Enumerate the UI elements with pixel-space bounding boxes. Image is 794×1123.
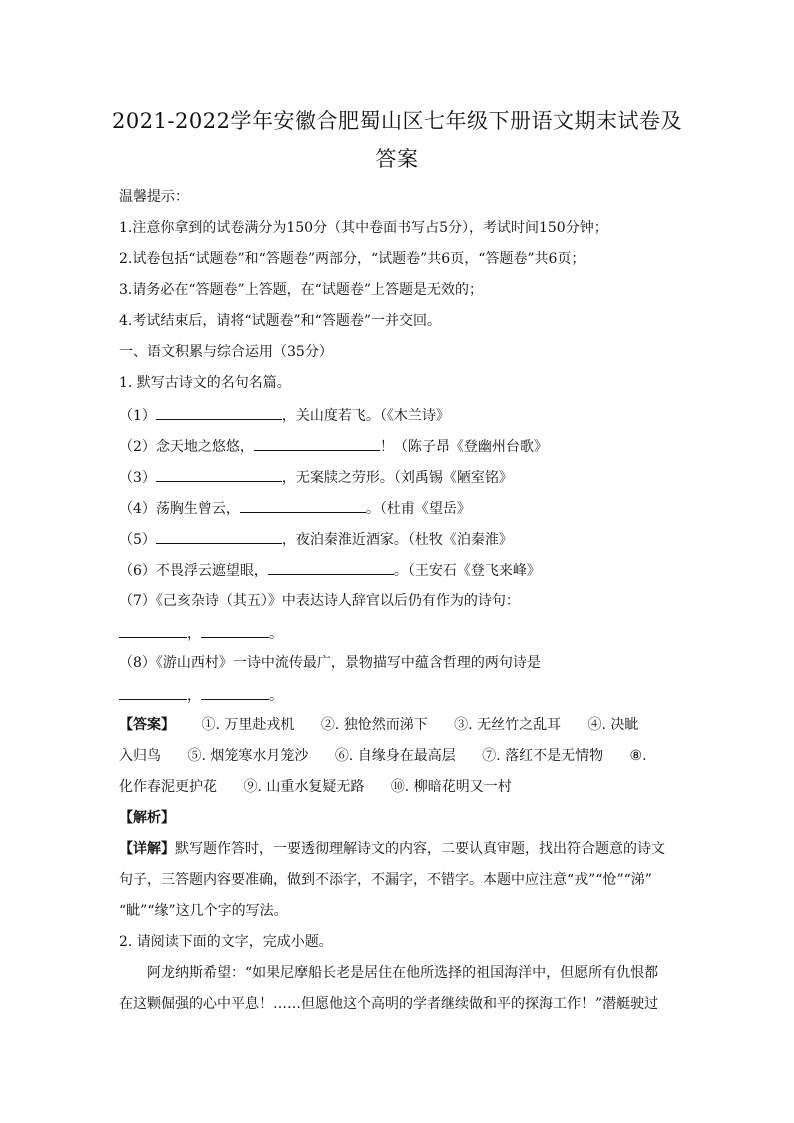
tip-3: 3.请务必在“答题卷”上答题，在“试题卷”上答题是无效的； — [119, 282, 483, 298]
tips-header: 温馨提示： — [119, 189, 189, 205]
title-line-2: 答案 — [375, 147, 419, 171]
answer-1: ①. 万里赴戎机 — [201, 717, 295, 733]
item-4-text-after: 。（杜甫《望岳》 — [365, 501, 471, 517]
answer-10: ⑩. 柳暗花明又一村 — [390, 779, 512, 795]
item-1-text: ，关山度若飞。（《木兰诗》 — [281, 408, 450, 424]
detail-line-1 — [119, 839, 665, 859]
answer-6: ⑥. 自缘身在最高层 — [334, 748, 456, 764]
answer-blank-3[interactable] — [156, 466, 282, 482]
period-7: 。 — [269, 626, 283, 642]
title-line-1: 2021-2022学年安徽合肥蜀山区七年级下册语文期末试卷及 — [112, 109, 682, 133]
section-heading: 一、语文积累与综合运用（35分） — [119, 344, 333, 360]
item-2-text-after: ！（陈子昂《登幽州台歌》 — [379, 439, 548, 455]
item-5-number: （5） — [119, 532, 156, 548]
answer-2: ②. 独怆然而涕下 — [320, 717, 428, 733]
item-4 — [119, 497, 471, 519]
comma-8: ， — [187, 688, 201, 704]
passage-line-2: 在这颗倔强的心中平息！……但愿他这个高明的学者继续做和平的探海工作！”潜艇驶过 — [119, 996, 659, 1012]
answer-4-start: ④. 决眦 — [587, 717, 639, 733]
tip-2: 2.试卷包括“试题卷”和“答题卷”两部分，“试题卷”共6页，“答题卷”共6页； — [119, 251, 586, 267]
passage-line-1: 阿龙纳斯希望：“如果尼摩船长老是居住在他所选择的祖国海洋中，但愿所有仇恨都 — [147, 965, 659, 981]
item-8-blanks — [119, 684, 283, 706]
answer-blank-8a[interactable] — [119, 684, 187, 700]
item-8: （8）《游山西村》一诗中流传最广，景物描写中蕴含哲理的两句诗是 — [119, 655, 541, 671]
item-3-text: ，无案牍之劳形。（刘禹锡《陋室铭》 — [281, 470, 513, 486]
period-8: 。 — [269, 688, 283, 704]
question-1: 1. 默写古诗文的名句名篇。 — [119, 375, 291, 391]
tip-1: 1.注意你拿到的试卷满分为150分（其中卷面书写占5分），考试时间150分钟； — [119, 220, 608, 236]
answer-8-start: ⑧. — [629, 748, 647, 764]
comma-7: ， — [187, 626, 201, 642]
item-5 — [119, 528, 513, 550]
item-6 — [119, 559, 541, 581]
item-1 — [119, 404, 450, 426]
detail-text-1: 默写题作答时，一要透彻理解诗文的内容，二要认真审题，找出符合题意的诗文 — [175, 841, 665, 857]
answer-blank-4[interactable] — [240, 497, 366, 513]
answer-line-3 — [119, 777, 512, 797]
answer-blank-8b[interactable] — [201, 684, 269, 700]
detail-label: 【详解】 — [119, 841, 175, 857]
answer-3: ③. 无丝竹之乱耳 — [454, 717, 562, 733]
answer-label: 【答案】 — [119, 717, 175, 733]
question-2: 2. 请阅读下面的文字，完成小题。 — [119, 934, 333, 950]
item-3-number: （3） — [119, 470, 156, 486]
item-3 — [119, 466, 513, 488]
answer-line-1 — [119, 715, 638, 735]
answer-blank-2[interactable] — [254, 435, 380, 451]
item-6-text-before: （6）不畏浮云遮望眼， — [119, 563, 268, 579]
item-7-blanks — [119, 622, 283, 644]
item-2 — [119, 435, 548, 457]
item-1-number: （1） — [119, 408, 156, 424]
item-5-text: ，夜泊秦淮近酒家。（杜牧《泊秦淮》 — [281, 532, 513, 548]
answer-7: ⑦. 落红不是无情物 — [482, 748, 604, 764]
answer-8-end: 化作春泥更护花 — [119, 779, 217, 795]
item-4-text-before: （4）荡胸生曾云， — [119, 501, 240, 517]
document-title — [100, 102, 694, 178]
analysis-label: 【解析】 — [119, 810, 175, 826]
answer-blank-7a[interactable] — [119, 622, 187, 638]
item-2-text-before: （2）念天地之悠悠， — [119, 439, 254, 455]
detail-line-3: “眦”“缘”这几个字的写法。 — [119, 903, 288, 919]
answer-blank-6[interactable] — [268, 559, 394, 575]
answer-line-2 — [119, 746, 647, 766]
item-6-text-after: 。（王安石《登飞来峰》 — [393, 563, 541, 579]
tip-4: 4.考试结束后，请将“试题卷”和“答题卷”一并交回。 — [119, 313, 441, 329]
answer-4-end: 入归鸟 — [119, 748, 161, 764]
answer-blank-5[interactable] — [156, 528, 282, 544]
detail-line-2: 句子，三答题内容要准确，做到不添字，不漏字，不错字。本题中应注意“戎”“怆”“涕” — [119, 872, 652, 888]
answer-5: ⑤. 烟笼寒水月笼沙 — [187, 748, 309, 764]
answer-9: ⑨. 山重水复疑无路 — [243, 779, 365, 795]
item-7: （7）《己亥杂诗（其五）》中表达诗人辞官以后仍有作为的诗句： — [119, 593, 520, 609]
answer-blank-7b[interactable] — [201, 622, 269, 638]
answer-blank-1[interactable] — [156, 404, 282, 420]
